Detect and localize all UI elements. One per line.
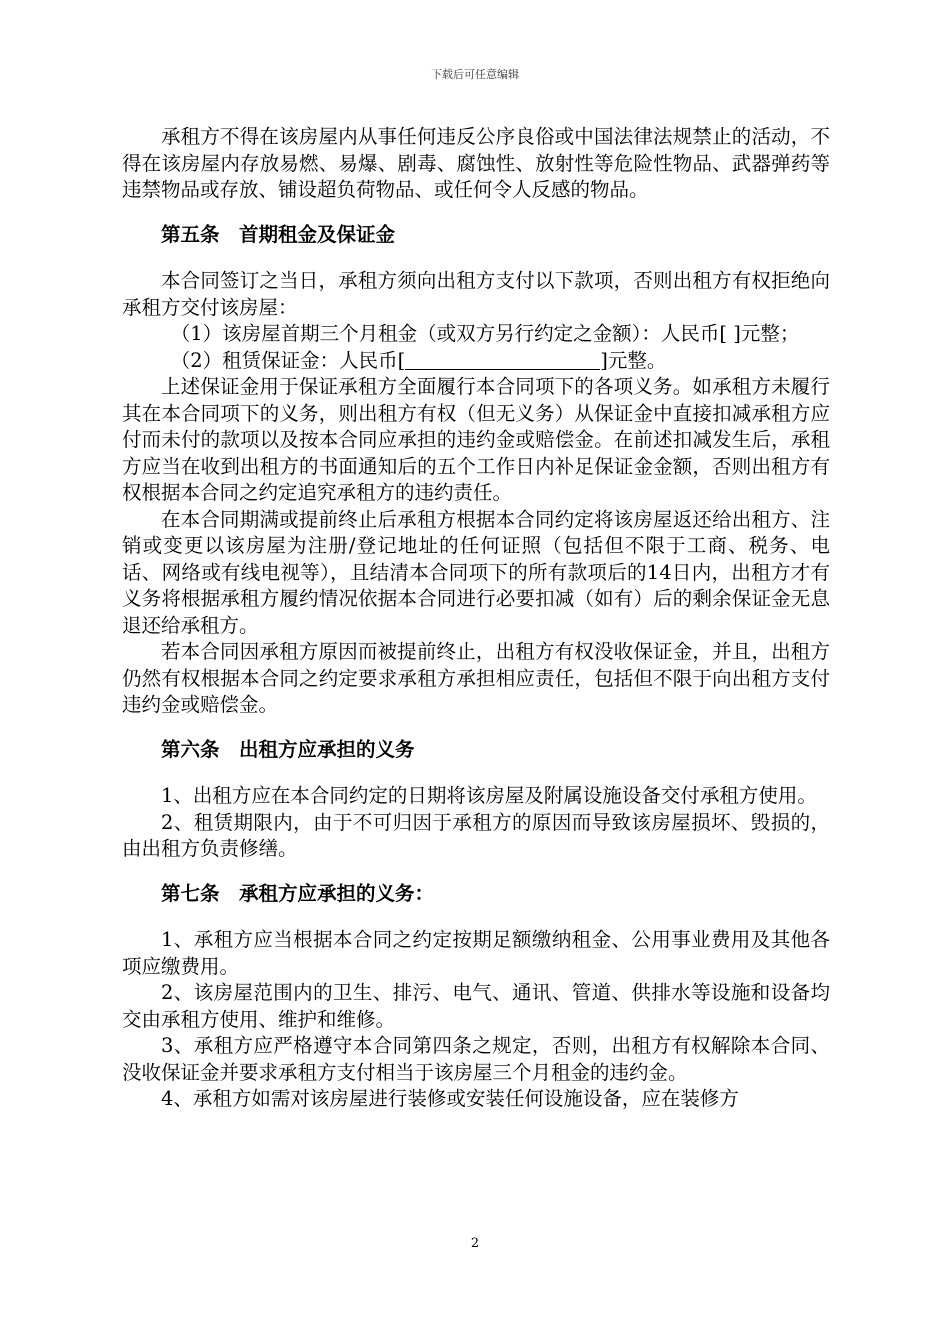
- list-item-deposit: [122, 348, 830, 375]
- deposit-label: （2）租赁保证金：人民币[: [170, 348, 406, 372]
- paragraph: 承租方不得在该房屋内从事任何违反公序良俗或中国法律法规禁止的活动，不得在该房屋内存放易燃、易爆、剧毒、腐蚀性、放射性等危险性物品、武器弹药等违禁物品或存放、铺设超负荷物品、或任何令人反感的物品。: [122, 125, 830, 201]
- paragraph: 1、承租方应当根据本合同之约定按期足额缴纳租金、公用事业费用及其他各项应缴费用。: [122, 928, 830, 978]
- list-item-rent: （1）该房屋首期三个月租金（或双方另行约定之金额）：人民币[ ]元整；: [170, 322, 800, 345]
- page-header: 下载后可任意编辑: [431, 68, 519, 81]
- paragraph: 上述保证金用于保证承租方全面履行本合同项下的各项义务。如承租方未履行其在本合同项下的义务，则出租方有权（但无义务）从保证金中直接扣减承租方应付而未付的款项以及按本合同应承担的违约金或赔偿金。在前述扣减发生后，承租方应当在收到出租方的书面通知后的五个工作日内补足保证金金额，否则出租方有权根据本合同之约定追究承租方的违约责任。: [122, 375, 830, 504]
- paragraph: 3、承租方应严格遵守本合同第四条之规定，否则，出租方有权解除本合同、没收保证金并要求承租方支付相当于该房屋三个月租金的违约金。: [122, 1034, 830, 1084]
- paragraph: 2、租赁期限内，由于不可归因于承租方的原因而导致该房屋损坏、毁损的，由出租方负责修缮。: [122, 810, 830, 860]
- paragraph: 1、出租方应在本合同约定的日期将该房屋及附属设施设备交付承租方使用。: [161, 784, 817, 807]
- article-5-heading: 第五条 首期租金及保证金: [161, 222, 396, 246]
- paragraph: 2、该房屋范围内的卫生、排污、电气、通讯、管道、供排水等设施和设备均交由承租方使用、维护和维修。: [122, 981, 830, 1031]
- article-6-heading: 第六条 出租方应承担的义务: [161, 737, 415, 761]
- deposit-amount-blank: [405, 350, 600, 370]
- page-number: 2: [470, 1236, 480, 1251]
- paragraph: 在本合同期满或提前终止后承租方根据本合同约定将该房屋返还给出租方、注销或变更以该房屋为注册/登记地址的任何证照（包括但不限于工商、税务、电话、网络或有线电视等），且结清本合同项下的所有款项后的14日内，出租方才有义务将根据承租方履约情况依据本合同进行必要扣减（如有）后的剩余保证金无息退还给承租方。: [122, 507, 830, 637]
- paragraph: 若本合同因承租方原因而被提前终止，出租方有权没收保证金，并且，出租方仍然有权根据本合同之约定要求承租方承担相应责任，包括但不限于向出租方支付违约金或赔偿金。: [122, 640, 830, 716]
- paragraph: 4、承租方如需对该房屋进行装修或安装任何设施设备，应在装修方: [161, 1087, 739, 1110]
- deposit-suffix: ]元整。: [600, 348, 667, 372]
- article-7-heading: 第七条 承租方应承担的义务：: [161, 881, 435, 905]
- paragraph: 本合同签订之当日，承租方须向出租方支付以下款项，否则出租方有权拒绝向承租方交付该房屋：: [122, 269, 830, 319]
- document-body: [122, 124, 830, 1113]
